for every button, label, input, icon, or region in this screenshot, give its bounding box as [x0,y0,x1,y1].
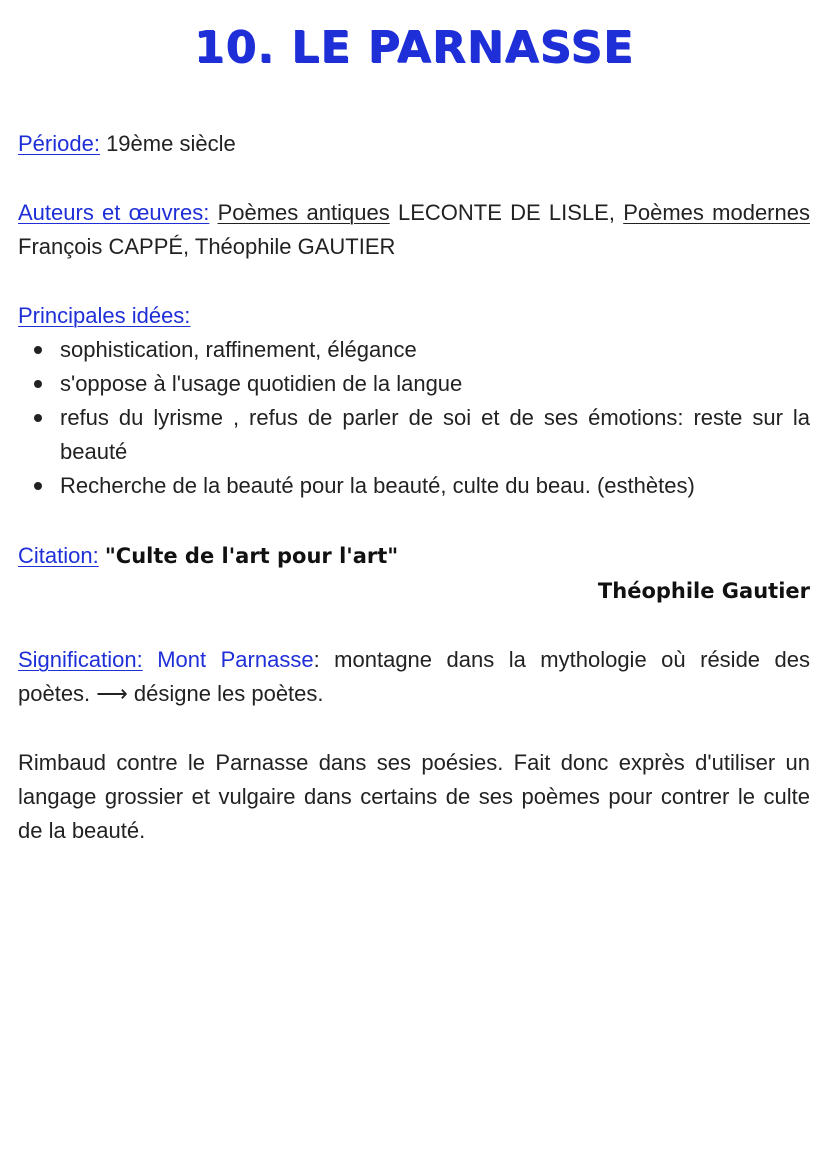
signification-text: : montagne dans la mythologie où réside des poètes. ⟶ désigne les poètes. [18,647,810,706]
signification-section [18,643,810,711]
page-title: 10. LE PARNASSE [193,22,635,73]
auteurs-label: Auteurs et œuvres: [18,200,210,225]
idees-heading [18,299,810,333]
citation-author: Théophile Gautier [597,579,810,603]
work-poemes-antiques: Poèmes antiques [217,200,390,225]
auteurs-section [18,196,810,264]
list-item: s'oppose à l'usage quotidien de la langue [18,367,810,401]
work-poemes-modernes: Poèmes modernes [623,200,810,225]
citation-section [18,539,810,573]
list-item: sophistication, raffinement, élégance [18,333,810,367]
citation-quote: "Culte de l'art pour l'art" [104,544,399,568]
signification-term: Mont Parnasse [157,647,314,672]
signification-label: Signification: [18,647,143,672]
rimbaud-paragraph: Rimbaud contre le Parnasse dans ses poésies. Fait donc exprès d'utiliser un langage grossier et vulgaire dans certains de ses poèmes pour contrer le culte de la beauté. [18,750,810,843]
auteurs-rest: François CAPPÉ, Théophile GAUTIER [18,234,396,259]
periode-value: 19ème siècle [99,131,236,156]
idees-list [18,333,810,503]
list-item: refus du lyrisme , refus de parler de soi et de ses émotions: reste sur la beauté [18,401,810,469]
citation-label: Citation: [18,543,99,568]
idees-label: Principales idées: [18,303,191,328]
list-item: Recherche de la beauté pour la beauté, culte du beau. (esthètes) [18,469,810,503]
periode-section [18,127,810,161]
author-leconte-de-lisle: LECONTE DE LISLE, [389,200,624,225]
periode-label: Période: [18,131,100,156]
